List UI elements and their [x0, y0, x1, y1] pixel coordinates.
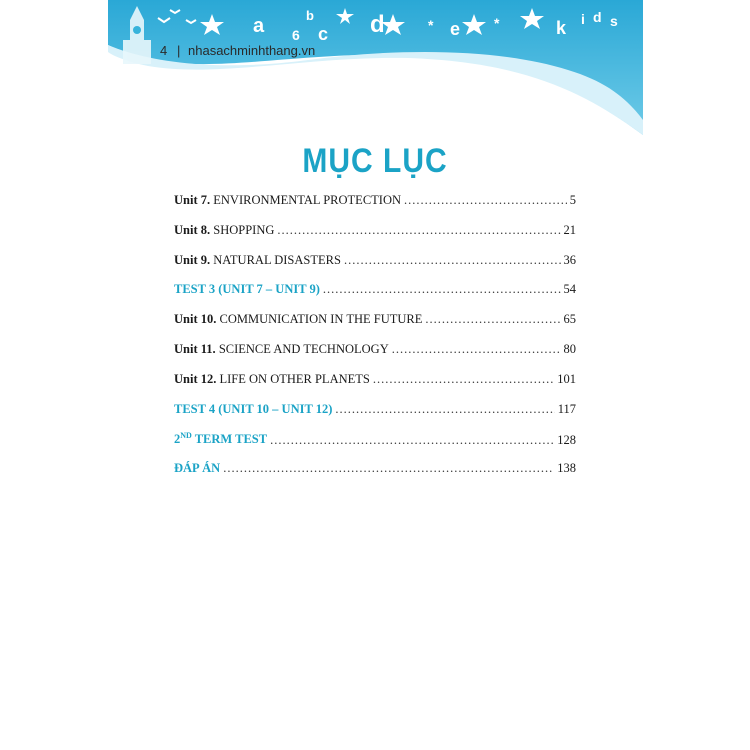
- toc-entry-unit-8: [174, 223, 576, 253]
- toc-entry-unit-7: [174, 193, 576, 223]
- toc-leader-dots: [344, 253, 561, 268]
- toc-entry-label: Unit 11. SCIENCE AND TECHNOLOGY: [174, 341, 389, 356]
- toc-entry-label: Unit 9. NATURAL DISASTERS: [174, 252, 341, 267]
- toc-leader-dots: [335, 402, 554, 417]
- svg-text:k: k: [556, 18, 567, 38]
- website-url: nhasachminhthang.vn: [188, 43, 316, 58]
- table-of-contents: [174, 193, 576, 491]
- toc-entry-page: 128: [557, 432, 576, 447]
- toc-entry-unit-12: [174, 372, 576, 402]
- toc-entry-page: 101: [557, 371, 576, 386]
- toc-entry-label: Unit 8. SHOPPING: [174, 222, 275, 237]
- toc-entry-label: TEST 4 (UNIT 10 – UNIT 12): [174, 401, 333, 416]
- svg-text:s: s: [610, 13, 618, 29]
- svg-text:*: *: [428, 17, 434, 33]
- toc-entry-label: ĐÁP ÁN: [174, 461, 221, 476]
- toc-entry-answers: [174, 461, 576, 491]
- toc-entry-test-4: [174, 402, 576, 432]
- toc-entry-page: 54: [563, 282, 576, 297]
- toc-leader-dots: [392, 342, 561, 357]
- toc-leader-dots: [425, 312, 560, 327]
- svg-text:a: a: [253, 15, 265, 37]
- toc-entry-unit-10: [174, 312, 576, 342]
- toc-entry-page: 80: [563, 341, 576, 356]
- header-banner: [108, 0, 643, 140]
- toc-entry-page: 21: [563, 222, 576, 237]
- toc-entry-page: 65: [563, 312, 576, 327]
- toc-leader-dots: [223, 461, 554, 476]
- page-number: 4: [160, 43, 168, 58]
- toc-entry-test-3: [174, 282, 576, 312]
- svg-text:d: d: [593, 9, 602, 25]
- svg-text:d: d: [370, 11, 385, 38]
- toc-entry-label: 2ND TERM TEST: [174, 431, 268, 447]
- toc-leader-dots: [404, 193, 567, 208]
- svg-text:i: i: [581, 11, 585, 27]
- toc-entry-unit-11: [174, 342, 576, 372]
- toc-entry-page: 117: [557, 401, 576, 416]
- sky-banner-graphic: [108, 0, 643, 140]
- svg-text:b: b: [306, 8, 314, 23]
- toc-leader-dots: [277, 223, 560, 238]
- toc-entry-label: Unit 10. COMMUNICATION IN THE FUTURE: [174, 312, 423, 327]
- toc-leader-dots: [270, 433, 554, 448]
- svg-text:c: c: [318, 24, 329, 44]
- svg-text:*: *: [494, 15, 500, 31]
- header-separator: |: [177, 43, 181, 58]
- toc-leader-dots: [323, 282, 561, 297]
- toc-entry-label: Unit 12. LIFE ON OTHER PLANETS: [174, 371, 370, 386]
- toc-leader-dots: [373, 372, 554, 387]
- toc-entry-unit-9: [174, 253, 576, 283]
- toc-entry-label: TEST 3 (UNIT 7 – UNIT 9): [174, 282, 320, 297]
- toc-entry-label: Unit 7. ENVIRONMENTAL PROTECTION: [174, 193, 402, 207]
- toc-title: MỤC LỤC: [302, 142, 448, 180]
- toc-entry-2nd-term-test: [174, 431, 576, 461]
- toc-entry-page: 5: [569, 193, 576, 207]
- toc-entry-page: 36: [563, 252, 576, 267]
- svg-text:e: e: [450, 19, 461, 39]
- svg-text:6: 6: [292, 27, 300, 43]
- toc-entry-page: 138: [557, 461, 576, 476]
